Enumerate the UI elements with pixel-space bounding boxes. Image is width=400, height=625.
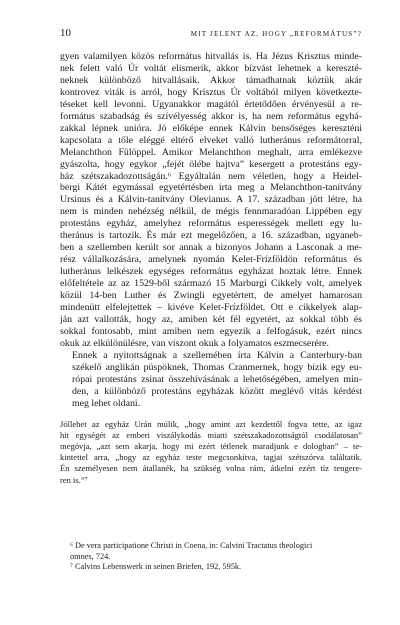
page-number: 10 xyxy=(60,27,71,39)
text-line: gyen valamilyen közös református hitvallás is. Ha Jézus Krisztus minde- xyxy=(60,51,362,62)
text-line: ben a szellemben került sor annak a bizonyos Johann a Lasconak a me- xyxy=(60,242,362,254)
page xyxy=(60,27,362,486)
text-line: kontrovez viták is arról, hogy Krisztus Úr voltából milyen következte- xyxy=(60,86,362,98)
text-line: székelő anglikán püspöknek, Thomas Cranmernek, hogy bízik egy eu- xyxy=(72,361,362,373)
body-text xyxy=(60,51,362,410)
text-line: meg lehet oldani. xyxy=(72,397,141,409)
quote-line: hit egységét az emberi viszálykodás miatti szétszakadozottságtól csodálatosan” xyxy=(60,429,362,440)
text-line: gyászolta, hogy egykor „fejét ölébe hajtva” kesergett a protestáns egy- xyxy=(60,158,362,170)
quote-line: Én személyesen nem átallanék, ha szükség volna rám, átkelni ezért tíz tengere- xyxy=(60,463,362,474)
text-line: ház szétszakadozottságán.⁶ Egyáltalán nem véletlen, hogy a Heidel- xyxy=(60,170,362,182)
text-line: bergi Kátét egymással egyetértésben írta meg a Melanchthon-tanítvány xyxy=(60,182,362,194)
paragraph-2 xyxy=(60,350,362,410)
text-line: ján azt vallották, hogy az, amiben két fél egyetért, az sokkal több és xyxy=(60,313,362,325)
text-line: okuk az elkülönülésre, van viszont okuk a folyamatos eszmecserére. xyxy=(60,337,329,349)
paragraph-1 xyxy=(60,51,362,350)
running-head: MIT JELENT AZ, HOGY „REFORMÁTUS”? xyxy=(190,30,362,38)
text-line: sokkal fontosabb, mint amiben nem egyezik a felfogásuk, ezért nincs xyxy=(60,325,362,337)
text-line: rész vállalkozására, amelynek nyomán Kelet-Frízföldön református és xyxy=(60,254,362,266)
footnotes xyxy=(60,541,362,573)
text-line: Melanchthon Fülöppel. Amikor Melanchthon meghalt, arra emlékezve xyxy=(60,146,362,158)
text-line: zakkal lépnek unióra. Jó előképe ennek Kálvin bensőséges kereszténi xyxy=(60,122,362,134)
text-line: előfeltétele az az 1529-ből származó 15 Marburgi Cikkely volt, amelyek xyxy=(60,278,362,290)
text-line: nek felett való Úr voltát elismerik, akkor bízvást lehetnek a kereszté- xyxy=(60,62,362,74)
text-line: kapcsolata a tőle eléggé eltérő elveket valló lutheránus reformátorral, xyxy=(60,134,362,146)
quote-line: kintettel arra, „hogy az egyház teste megcsonkítva, tagjai szétszórva találtatik. xyxy=(60,452,362,463)
quote-line: ren is.”⁷ xyxy=(60,474,88,485)
text-line: Ursinus és a Kálvin-tanítvány Olevianus. A 17. században jött létre, ha xyxy=(60,194,362,206)
footnote-6: ⁶ De vera participatione Christi in Coena, in: Calvini Tractatus theologici xyxy=(70,541,313,550)
page-header xyxy=(60,27,362,47)
footnote-7: ⁷ Calvins Lebenswerk in seinen Briefen, 192, 595k. xyxy=(70,562,242,572)
text-line: közül 14-ben Luther és Zwingli egyetértett, de amelyet hamarosan xyxy=(60,290,362,302)
text-line: lutheránus lelkészek egységes református egyházat hoztak létre. Ennek xyxy=(60,266,362,278)
text-line: téseket kell levonni. Ugyanakkor magától értetődően érvényesül a re- xyxy=(60,98,362,110)
text-line: formátus szabadság és szívélyesség akkor is, ha nem református egyhá- xyxy=(60,110,362,122)
quote-line: Jóllehet az egyház Urán múlik, „hogy amint azt kezdettől fogva tette, az igaz xyxy=(60,418,362,429)
text-line: nem is minden nehézség nélkül, de mégis fennmaradóan Lippében egy xyxy=(60,206,362,218)
text-line: theránus is tartozik. És már ezt megelőzően, a 16. században, ugyaneb- xyxy=(60,230,362,242)
text-line: rópai protestáns zsinat összehívásának a lehetőségében, amelyen min- xyxy=(72,373,362,385)
text-line: den, a különböző protestáns egyházak között meglévő vitás kérdést xyxy=(72,385,362,397)
block-quote xyxy=(60,419,362,486)
text-line: Ennek a nyitottságnak a szellemében írta Kálvin a Canterbury-ban xyxy=(72,349,362,361)
footnote-6-continued: omnes, 724. xyxy=(70,551,111,561)
text-line: neknek különböző hitvallásaik. Akkor támadhatnak köztük akár xyxy=(60,74,362,86)
quote-line: megóvja, „azt sem akarja, hogy mi ezért tétlenek maradjunk e dologban” – te- xyxy=(60,441,362,451)
text-line: mindenütt elfelejtettek – kivéve Kelet-Frízföldet. Ott e cikkelyek alap- xyxy=(60,302,362,314)
text-line: protestáns egyház, amelyhez református esperességek mellett egy lu- xyxy=(60,218,362,230)
